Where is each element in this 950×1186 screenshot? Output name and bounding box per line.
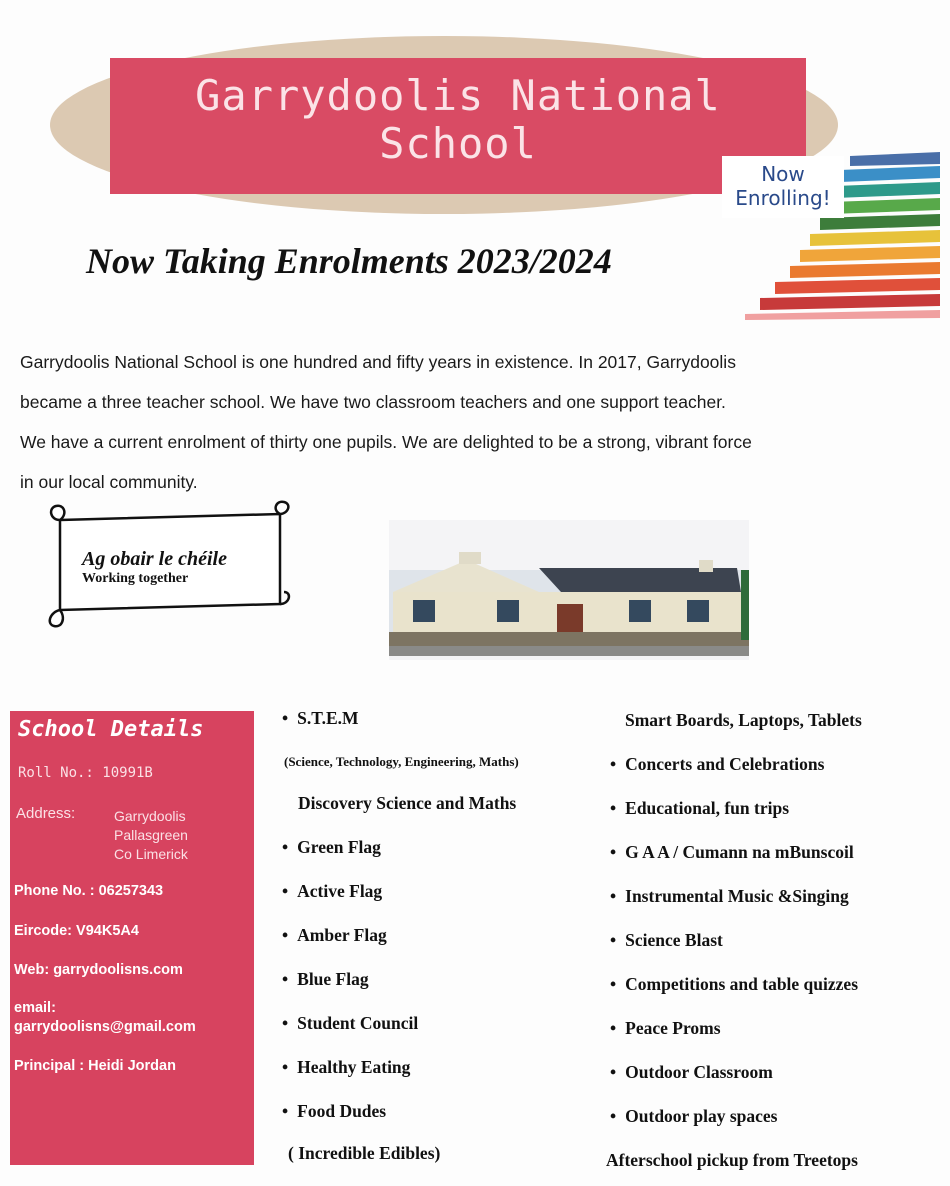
intro-line: in our local community. bbox=[20, 472, 198, 492]
list-item: • S.T.E.M bbox=[282, 708, 359, 729]
list-item: • Concerts and Celebrations bbox=[610, 754, 824, 775]
address-label: Address: bbox=[16, 805, 76, 822]
principal: Principal : Heidi Jordan bbox=[14, 1058, 176, 1074]
phone-number: Phone No. : 06257343 bbox=[14, 883, 164, 899]
motto-text bbox=[82, 548, 227, 587]
email-label: email: bbox=[14, 1000, 56, 1016]
list-item: • Outdoor Classroom bbox=[610, 1062, 773, 1083]
school-title-line2: School bbox=[379, 119, 537, 168]
intro-line: We have a current enrolment of thirty one pupils. We are delighted to be a strong, vibrant force bbox=[20, 432, 752, 452]
school-building-photo bbox=[389, 520, 749, 660]
list-item: • Instrumental Music &Singing bbox=[610, 886, 849, 907]
list-item: • Competitions and table quizzes bbox=[610, 974, 858, 995]
website: Web: garrydoolisns.com bbox=[14, 962, 183, 978]
list-item: • Active Flag bbox=[282, 881, 382, 902]
list-item: Smart Boards, Laptops, Tablets bbox=[625, 710, 862, 730]
list-item: • Peace Proms bbox=[610, 1018, 721, 1039]
list-item: (Science, Technology, Engineering, Maths) bbox=[284, 754, 519, 769]
motto-english: Working together bbox=[82, 571, 189, 586]
list-item: • Healthy Eating bbox=[282, 1057, 410, 1078]
list-item: • Green Flag bbox=[282, 837, 381, 858]
list-item: • Educational, fun trips bbox=[610, 798, 789, 819]
now-enrolling-badge bbox=[722, 156, 844, 218]
badge-line1: Now bbox=[761, 162, 805, 186]
school-details-panel bbox=[10, 711, 254, 1165]
school-details-heading: School Details bbox=[18, 717, 204, 742]
list-item: Afterschool pickup from Treetops bbox=[606, 1150, 858, 1170]
list-item: • Outdoor play spaces bbox=[610, 1106, 777, 1127]
list-item: • Science Blast bbox=[610, 930, 723, 951]
badge-line2: Enrolling! bbox=[735, 186, 831, 210]
list-item: • Food Dudes bbox=[282, 1101, 386, 1122]
address-line: Garrydoolis bbox=[114, 808, 186, 824]
school-title bbox=[110, 58, 806, 194]
intro-line: Garrydoolis National School is one hundred and fifty years in existence. In 2017, Garrydoolis bbox=[20, 352, 736, 372]
motto-irish: Ag obair le chéile bbox=[82, 548, 227, 570]
school-title-line1: Garrydoolis National bbox=[195, 71, 721, 120]
intro-line: became a three teacher school. We have two classroom teachers and one support teacher. bbox=[20, 392, 726, 412]
enrolment-headline: Now Taking Enrolments 2023/2024 bbox=[86, 241, 612, 281]
email-address: garrydoolisns@gmail.com bbox=[14, 1019, 196, 1035]
address-block bbox=[114, 807, 188, 864]
intro-paragraph bbox=[20, 342, 920, 502]
list-item: • Student Council bbox=[282, 1013, 418, 1034]
list-item: Discovery Science and Maths bbox=[298, 793, 517, 813]
list-item: • G A A / Cumann na mBunscoil bbox=[610, 842, 854, 863]
eircode: Eircode: V94K5A4 bbox=[14, 923, 139, 939]
address-line: Co Limerick bbox=[114, 846, 188, 862]
address-line: Pallasgreen bbox=[114, 827, 188, 843]
list-item: ( Incredible Edibles) bbox=[288, 1143, 441, 1163]
roll-number: Roll No.: 10991B bbox=[18, 765, 153, 781]
list-item: • Amber Flag bbox=[282, 925, 387, 946]
list-item: • Blue Flag bbox=[282, 969, 369, 990]
